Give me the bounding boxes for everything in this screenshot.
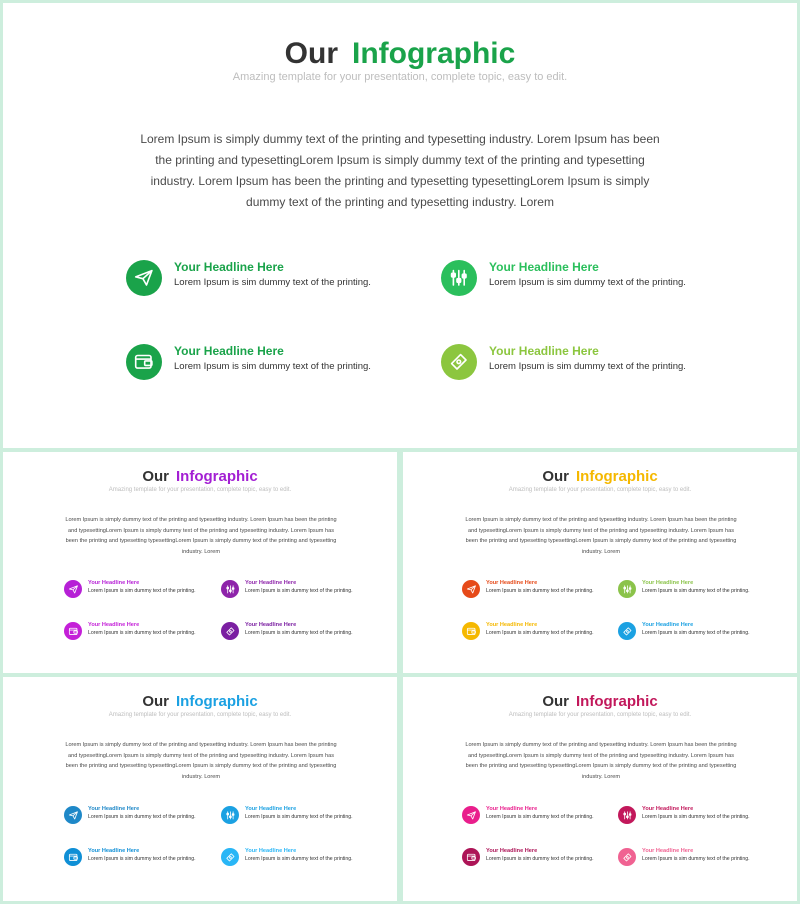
feature-item-2	[618, 580, 758, 600]
slide-body-text: Lorem Ipsum is simply dummy text of the printing and typesetting industry. Lorem Ipsum has been the printing and typesettingLorem Ipsum is simply dummy text of the printing and typesetting industry. Lorem Ipsum has been the printing and typesetting typesettingLorem Ipsum is simply dummy text of the printing and typesetting industry. Lorem	[465, 517, 737, 555]
feature-item-3	[64, 622, 204, 642]
item-headline: Your Headline Here	[486, 848, 538, 854]
item-headline: Your Headline Here	[489, 344, 599, 358]
item-headline: Your Headline Here	[245, 806, 297, 812]
item-headline: Your Headline Here	[486, 580, 538, 586]
item-description: Lorem Ipsum is sim dummy text of the printing.	[88, 856, 196, 862]
slide-magenta	[403, 677, 797, 901]
slide-yellow	[403, 452, 797, 673]
item-headline: Your Headline Here	[88, 848, 140, 854]
title-our: Our	[542, 693, 569, 710]
sliders-icon	[618, 580, 636, 598]
slide-subtitle: Amazing template for your presentation, complete topic, easy to edit.	[508, 712, 692, 718]
slide-blue	[3, 677, 397, 901]
paper-plane-icon	[462, 806, 480, 824]
wallet-icon	[462, 622, 480, 640]
item-headline: Your Headline Here	[245, 848, 297, 854]
sliders-icon	[221, 580, 239, 598]
title-infographic: Infographic	[576, 693, 658, 710]
slide-subtitle: Amazing template for your presentation, complete topic, easy to edit.	[108, 712, 292, 718]
feature-item-1	[126, 260, 386, 300]
ticket-icon	[221, 848, 239, 866]
item-description: Lorem Ipsum is sim dummy text of the printing.	[642, 814, 750, 820]
feature-item-2	[221, 580, 361, 600]
slide-subtitle: Amazing template for your presentation, complete topic, easy to edit.	[108, 487, 292, 493]
item-description: Lorem Ipsum is sim dummy text of the printing.	[486, 588, 594, 594]
title-our: Our	[142, 468, 169, 485]
item-headline: Your Headline Here	[174, 260, 284, 274]
sliders-icon	[618, 806, 636, 824]
item-description: Lorem Ipsum is sim dummy text of the printing.	[486, 814, 594, 820]
title-our: Our	[142, 693, 169, 710]
slide-purple	[3, 452, 397, 673]
feature-item-1	[64, 806, 204, 826]
ticket-icon	[441, 344, 477, 380]
item-description: Lorem Ipsum is sim dummy text of the printing.	[88, 814, 196, 820]
item-description: Lorem Ipsum is sim dummy text of the printing.	[486, 630, 594, 636]
item-description: Lorem Ipsum is sim dummy text of the printing.	[245, 630, 353, 636]
slide-title	[3, 693, 397, 710]
feature-item-3	[64, 848, 204, 868]
slide-body-text: Lorem Ipsum is simply dummy text of the printing and typesetting industry. Lorem Ipsum has been the printing and typesettingLorem Ipsum is simply dummy text of the printing and typesetting industry. Lorem Ipsum has been the printing and typesetting typesettingLorem Ipsum is simply dummy text of the printing and typesetting industry. Lorem	[65, 517, 337, 555]
item-description: Lorem Ipsum is sim dummy text of the printing.	[489, 277, 686, 288]
item-headline: Your Headline Here	[88, 580, 140, 586]
slide-title	[403, 468, 797, 485]
feature-item-1	[462, 580, 602, 600]
item-headline: Your Headline Here	[489, 260, 599, 274]
item-description: Lorem Ipsum is sim dummy text of the printing.	[88, 588, 196, 594]
feature-item-3	[126, 344, 386, 384]
paper-plane-icon	[64, 580, 82, 598]
slide-title	[3, 468, 397, 485]
slide-title	[403, 693, 797, 710]
item-description: Lorem Ipsum is sim dummy text of the printing.	[245, 814, 353, 820]
feature-item-2	[618, 806, 758, 826]
feature-item-4	[441, 344, 701, 384]
item-headline: Your Headline Here	[486, 806, 538, 812]
ticket-icon	[221, 622, 239, 640]
ticket-icon	[618, 622, 636, 640]
item-headline: Your Headline Here	[88, 806, 140, 812]
item-description: Lorem Ipsum is sim dummy text of the printing.	[245, 588, 353, 594]
feature-item-2	[221, 806, 361, 826]
slide-main-green	[3, 3, 797, 448]
item-description: Lorem Ipsum is sim dummy text of the printing.	[486, 856, 594, 862]
item-headline: Your Headline Here	[88, 622, 140, 628]
ticket-icon	[618, 848, 636, 866]
item-headline: Your Headline Here	[642, 622, 694, 628]
item-description: Lorem Ipsum is sim dummy text of the printing.	[642, 630, 750, 636]
slide-body-text: Lorem Ipsum is simply dummy text of the printing and typesetting industry. Lorem Ipsum has been the printing and typesettingLorem Ipsum is simply dummy text of the printing and typesetting industry. Lorem Ipsum has been the printing and typesetting typesettingLorem Ipsum is simply dummy text of the printing and typesetting industry. Lorem	[140, 132, 660, 209]
wallet-icon	[462, 848, 480, 866]
item-headline: Your Headline Here	[245, 622, 297, 628]
paper-plane-icon	[462, 580, 480, 598]
item-description: Lorem Ipsum is sim dummy text of the printing.	[245, 856, 353, 862]
item-description: Lorem Ipsum is sim dummy text of the printing.	[174, 277, 371, 288]
item-description: Lorem Ipsum is sim dummy text of the printing.	[174, 361, 371, 372]
item-headline: Your Headline Here	[486, 622, 538, 628]
wallet-icon	[64, 622, 82, 640]
sliders-icon	[221, 806, 239, 824]
item-headline: Your Headline Here	[245, 580, 297, 586]
item-headline: Your Headline Here	[174, 344, 284, 358]
feature-item-4	[221, 848, 361, 868]
title-our: Our	[542, 468, 569, 485]
item-description: Lorem Ipsum is sim dummy text of the printing.	[642, 588, 750, 594]
item-description: Lorem Ipsum is sim dummy text of the printing.	[88, 630, 196, 636]
slide-body-text: Lorem Ipsum is simply dummy text of the printing and typesetting industry. Lorem Ipsum has been the printing and typesettingLorem Ipsum is simply dummy text of the printing and typesetting industry. Lorem Ipsum has been the printing and typesetting typesettingLorem Ipsum is simply dummy text of the printing and typesetting industry. Lorem	[465, 742, 737, 780]
item-headline: Your Headline Here	[642, 806, 694, 812]
feature-item-4	[618, 622, 758, 642]
feature-item-4	[618, 848, 758, 868]
title-infographic: Infographic	[352, 37, 516, 70]
slide-subtitle: Amazing template for your presentation, complete topic, easy to edit.	[232, 71, 568, 83]
slide-subtitle: Amazing template for your presentation, complete topic, easy to edit.	[508, 487, 692, 493]
feature-item-1	[462, 806, 602, 826]
feature-item-1	[64, 580, 204, 600]
feature-item-3	[462, 848, 602, 868]
paper-plane-icon	[126, 260, 162, 296]
item-description: Lorem Ipsum is sim dummy text of the printing.	[642, 856, 750, 862]
slide-title	[3, 37, 797, 71]
sliders-icon	[441, 260, 477, 296]
title-infographic: Infographic	[576, 468, 658, 485]
feature-item-4	[221, 622, 361, 642]
title-infographic: Infographic	[176, 693, 258, 710]
item-headline: Your Headline Here	[642, 848, 694, 854]
wallet-icon	[126, 344, 162, 380]
title-our: Our	[284, 37, 338, 70]
paper-plane-icon	[64, 806, 82, 824]
slide-body-text: Lorem Ipsum is simply dummy text of the printing and typesetting industry. Lorem Ipsum has been the printing and typesettingLorem Ipsum is simply dummy text of the printing and typesetting industry. Lorem Ipsum has been the printing and typesetting typesettingLorem Ipsum is simply dummy text of the printing and typesetting industry. Lorem	[65, 742, 337, 780]
title-infographic: Infographic	[176, 468, 258, 485]
wallet-icon	[64, 848, 82, 866]
feature-item-3	[462, 622, 602, 642]
item-headline: Your Headline Here	[642, 580, 694, 586]
item-description: Lorem Ipsum is sim dummy text of the printing.	[489, 361, 686, 372]
feature-item-2	[441, 260, 701, 300]
